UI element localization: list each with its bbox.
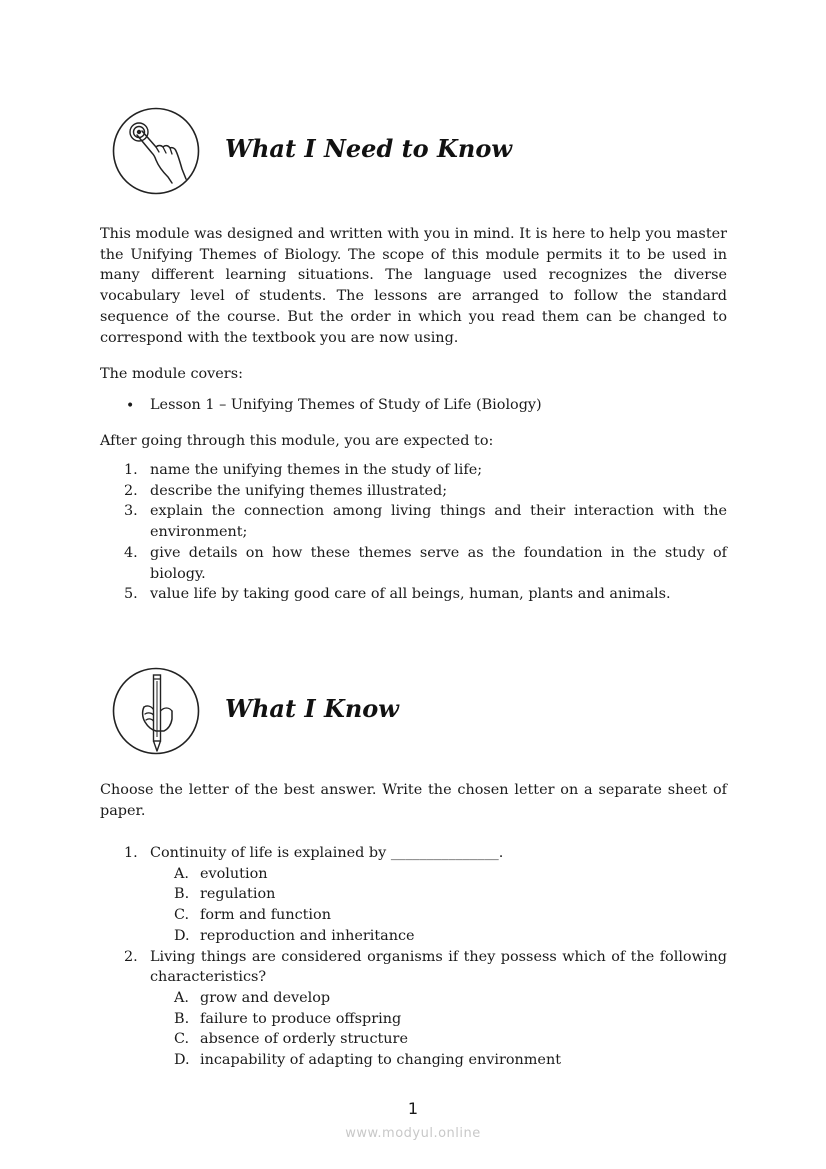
choice-text: absence of orderly structure [200, 1031, 408, 1048]
watermark: www.modyul.online [345, 1126, 481, 1141]
choice-text: failure to produce offspring [200, 1010, 402, 1027]
objective-item [100, 543, 727, 584]
section-title-what-i-need-to-know: What I Need to Know [225, 134, 513, 163]
covers-label: The module covers: [100, 366, 243, 382]
intro-paragraph: This module was designed and written with you in mind. It is here to help you master the Unifying Themes of Biology. The scope of this module permits it to be used in many different learning situations. The language used recognizes the diverse vocabulary level of students. The lessons are arranged to follow the standard sequence of the course. But the order in which you read them can be changed to correspond with the textbook you are now using. [100, 226, 727, 346]
choice-text: incapability of adapting to changing environment [200, 1052, 562, 1069]
instructions-paragraph: Choose the letter of the best answer. Write the chosen letter on a separate sheet of paper. [100, 782, 727, 819]
choice-letter: D. [174, 1052, 190, 1069]
objective-item [100, 584, 727, 605]
choice-letter: B. [174, 886, 190, 903]
expected-label: After going through this module, you are expected to: [100, 433, 494, 449]
question-text: Living things are considered organisms if they possess which of the following characteristics? [150, 948, 727, 986]
bullet-icon: • [126, 398, 135, 414]
choice-letter: B. [174, 1010, 190, 1027]
question-text: Continuity of life is explained by _______________. [150, 845, 504, 861]
objective-number: 1. [124, 462, 138, 478]
choice-letter: A. [174, 989, 189, 1006]
objective-item [100, 481, 727, 502]
objective-text: name the unifying themes in the study of life; [150, 462, 483, 478]
pencil-hand-icon [112, 667, 200, 755]
objective-text: value life by taking good care of all beings, human, plants and animals. [150, 586, 671, 603]
questions-list [100, 843, 727, 1071]
choice-text: evolution [200, 865, 268, 882]
choices-list [150, 988, 727, 1071]
choice-text: regulation [200, 886, 276, 903]
objective-item [100, 460, 727, 481]
choice-text: reproduction and inheritance [200, 927, 415, 944]
choice-item [150, 1009, 727, 1030]
choice-text: form and function [200, 907, 331, 924]
objectives-list [100, 460, 727, 605]
objective-text: give details on how these themes serve as the foundation in the study of biology. [150, 544, 727, 582]
choice-letter: C. [174, 1031, 190, 1048]
question-item [100, 843, 727, 947]
touch-hand-icon [112, 107, 200, 195]
choice-letter: D. [174, 927, 190, 944]
page-number: 1 [407, 1099, 419, 1118]
choice-item [150, 1029, 727, 1050]
objective-number: 5. [124, 586, 138, 603]
lesson-item: Lesson 1 – Unifying Themes of Study of Life (Biology) [150, 397, 542, 413]
choice-text: grow and develop [200, 989, 331, 1006]
choice-item [150, 884, 727, 905]
objective-number: 2. [124, 482, 138, 499]
section-title-what-i-know: What I Know [225, 694, 399, 723]
objective-text: describe the unifying themes illustrated; [150, 482, 448, 499]
objective-number: 3. [124, 503, 138, 520]
objective-text: explain the connection among living things and their interaction with the environment; [150, 503, 727, 541]
choice-item [150, 1050, 727, 1071]
choice-item [150, 926, 727, 947]
choice-letter: A. [174, 865, 189, 882]
choice-letter: C. [174, 907, 190, 924]
objective-number: 4. [124, 544, 138, 561]
question-item [100, 947, 727, 1071]
question-number: 1. [124, 845, 138, 861]
choice-item [150, 864, 727, 885]
choice-item [150, 988, 727, 1009]
objective-item [100, 501, 727, 542]
choice-item [150, 905, 727, 926]
question-number: 2. [124, 948, 138, 965]
choices-list [150, 864, 727, 947]
